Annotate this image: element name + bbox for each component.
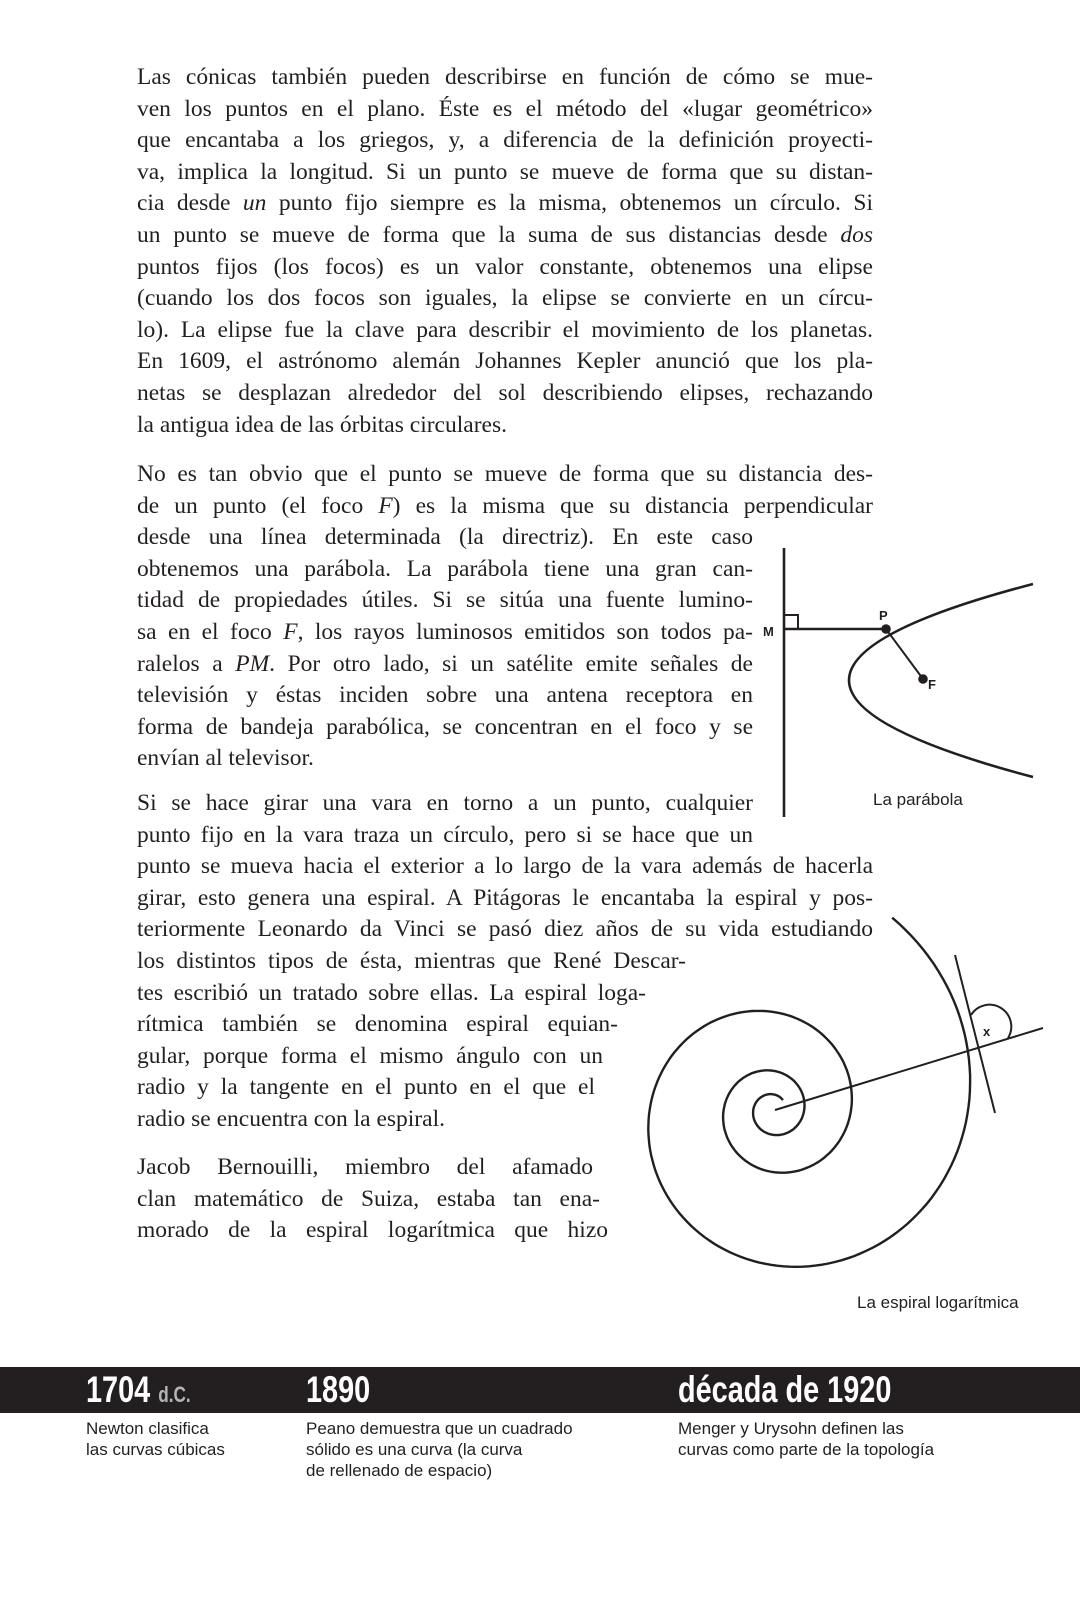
timeline-desc-1704: Newton clasifica las curvas cúbicas xyxy=(86,1419,225,1459)
text-line: morado de la espiral logarítmica que hizo xyxy=(137,1217,608,1244)
text-line: obtenemos una parábola. La parábola tiene una gran can- xyxy=(137,555,753,582)
text-line: sa en el foco F, los rayos luminosos emitidos son todos pa- xyxy=(137,618,753,645)
parabola-curve xyxy=(849,584,1033,777)
text-line: de un punto (el foco F) es la misma que su distancia perpendicular xyxy=(137,492,873,519)
text-line: No es tan obvio que el punto se mueve de forma que su distancia des- xyxy=(137,461,873,487)
text-line: va, implica la longitud. Si un punto se mueve de forma que su distan- xyxy=(137,158,873,185)
text-line: radio y la tangente en el punto en el que el xyxy=(137,1074,595,1101)
timeline-year-1890: 1890 xyxy=(306,1369,371,1410)
text-line: que encantaba a los griegos, y, a diferencia de la definición proyecti- xyxy=(137,127,873,154)
radius-line xyxy=(775,1028,1043,1110)
label-p: P xyxy=(879,608,888,623)
right-angle-marker xyxy=(784,615,798,629)
parabola-caption: La parábola xyxy=(873,790,963,809)
label-f: F xyxy=(928,677,936,692)
timeline-year-1920s: década de 1920 xyxy=(678,1369,892,1410)
text-line: Las cónicas también pueden describirse en función de cómo se mue- xyxy=(137,64,873,90)
label-m: M xyxy=(763,624,774,639)
text-line: puntos fijos (los focos) es un valor constante, obtenemos una elipse xyxy=(137,253,873,280)
text-line: En 1609, el astrónomo alemán Johannes Kepler anunció que los pla- xyxy=(137,348,873,375)
point-p xyxy=(883,626,890,633)
text-line: gular, porque forma el mismo ángulo con un xyxy=(137,1042,603,1069)
timeline-year-1704: 1704 d.C. xyxy=(86,1369,191,1410)
pf-line xyxy=(886,629,923,679)
text-line: tes escribió un tratado sobre ellas. La espiral loga- xyxy=(137,979,646,1006)
text-line: desde una línea determinada (la directriz). En este caso xyxy=(137,524,753,551)
angle-arc xyxy=(971,1005,1011,1038)
label-x: x xyxy=(983,1024,991,1039)
text-line: lo). La elipse fue la clave para describir el movimiento de los planetas. xyxy=(137,316,873,343)
text-line: netas se desplazan alrededor del sol describiendo elipses, rechazando xyxy=(137,379,873,406)
text-line: tidad de propiedades útiles. Si se sitúa una fuente lumino- xyxy=(137,587,753,614)
text-line: ralelos a PM. Por otro lado, si un satélite emite señales de xyxy=(137,650,753,677)
text-line: Si se hace girar una vara en torno a un punto, cualquier xyxy=(137,790,753,816)
text-line: rítmica también se denomina espiral equian- xyxy=(137,1011,618,1038)
spiral-figure xyxy=(648,918,1043,1267)
text-line: televisión y éstas inciden sobre una antena receptora en xyxy=(137,682,753,709)
text-line: cia desde un punto fijo siempre es la misma, obtenemos un círculo. Si xyxy=(137,190,873,217)
text-line: la antigua idea de las órbitas circulares. xyxy=(137,411,507,438)
text-line: un punto se mueve de forma que la suma de sus distancias desde dos xyxy=(137,221,873,248)
text-line: Jacob Bernouilli, miembro del afamado xyxy=(137,1154,593,1180)
text-line: punto fijo en la vara traza un círculo, pero si se hace que un xyxy=(137,821,753,848)
logarithmic-spiral xyxy=(648,918,970,1267)
parabola-figure xyxy=(784,548,1033,817)
text-line: punto se mueva hacia el exterior a lo largo de la vara además de hacerla xyxy=(137,853,873,880)
text-line: girar, esto genera una espiral. A Pitágoras le encantaba la espiral y pos- xyxy=(137,884,873,911)
text-line: forma de bandeja parabólica, se concentran en el foco y se xyxy=(137,713,753,740)
timeline-desc-1890: Peano demuestra que un cuadrado sólido es una curva (la curva de rellenado de espacio) xyxy=(306,1419,573,1480)
spiral-caption: La espiral logarítmica xyxy=(857,1293,1019,1312)
timeline-era: d.C. xyxy=(158,1382,191,1407)
timeline-desc-1920s: Menger y Urysohn definen las curvas como parte de la topología xyxy=(678,1419,935,1459)
text-line: (cuando los dos focos son iguales, la elipse se convierte en un círcu- xyxy=(137,285,873,312)
text-line: los distintos tipos de ésta, mientras que René Descar- xyxy=(137,947,686,974)
text-line: radio se encuentra con la espiral. xyxy=(137,1105,445,1132)
text-line: ven los puntos en el plano. Éste es el método del «lugar geométrico» xyxy=(137,95,873,122)
text-line: envían al televisor. xyxy=(137,745,314,772)
text-line: teriormente Leonardo da Vinci se pasó diez años de su vida estudiando xyxy=(137,916,873,943)
focus-point xyxy=(920,676,927,683)
text-line: clan matemático de Suiza, estaba tan ena- xyxy=(137,1185,600,1212)
